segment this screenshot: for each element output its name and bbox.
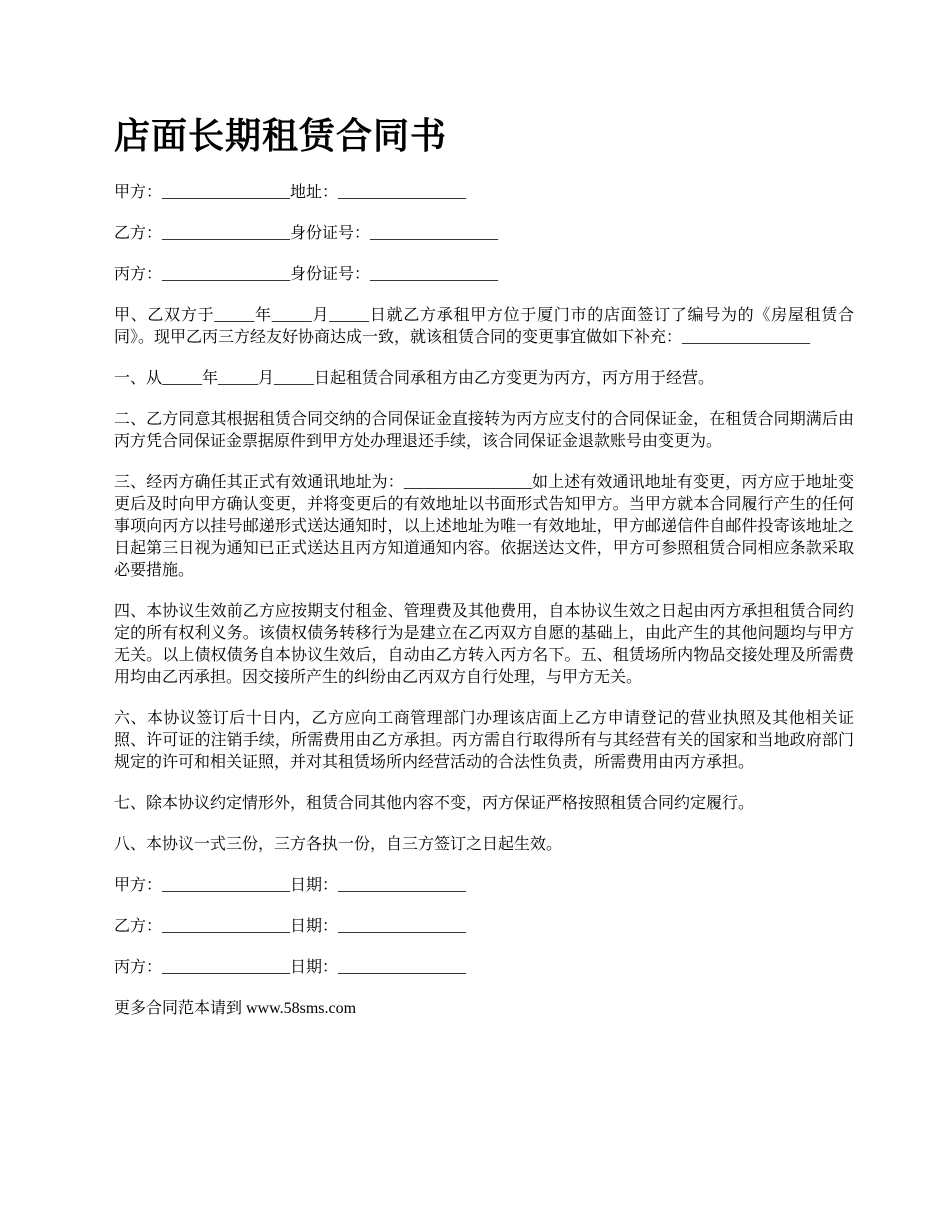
clause-8: 八、本协议一式三份，三方各执一份，自三方签订之日起生效。: [114, 836, 563, 853]
document-title: 店面长期租赁合同书: [114, 115, 448, 157]
signature-jia: 甲方：________________日期：________________: [114, 877, 467, 894]
party-yi-line: 乙方：________________身份证号：________________: [114, 225, 499, 242]
party-bing-line: 丙方：________________身份证号：________________: [114, 266, 499, 283]
party-jia-line: 甲方：________________地址：________________: [114, 184, 467, 201]
footer-link-text: 更多合同范本请到 www.58sms.com: [114, 1000, 357, 1017]
clause-6: 六、本协议签订后十日内，乙方应向工商管理部门办理该店面上乙方申请登记的营业执照及其他相关证照、许可证的注销手续，所需费用由乙方承担。丙方需自行取得所有与其经营有关的国家和当地政府部门规定的许可和相关证照，并对其租赁场所内经营活动的合法性负责，所需费用由丙方承担。: [114, 710, 854, 771]
clause-7: 七、除本协议约定情形外，租赁合同其他内容不变，丙方保证严格按照租赁合同约定履行。: [114, 795, 755, 812]
contract-page: [114, 112, 854, 1039]
signature-bing: 丙方：________________日期：________________: [114, 959, 467, 976]
clause-4-5: 四、本协议生效前乙方应按期支付租金、管理费及其他费用，自本协议生效之日起由丙方承担租赁合同约定的所有权利义务。该债权债务转移行为是建立在乙丙双方自愿的基础上，由此产生的其他问题均与甲方无关。以上债权债务自本协议生效后，自动由乙方转入丙方名下。五、租赁场所内物品交接处理及所需费用均由乙丙承担。因交接所产生的纠纷由乙丙双方自行处理，与甲方无关。: [114, 603, 854, 686]
clause-1: 一、从_____年_____月_____日起租赁合同承租方由乙方变更为丙方，丙方用于经营。: [114, 370, 715, 387]
signature-yi: 乙方：________________日期：________________: [114, 918, 467, 935]
clause-2: 二、乙方同意其根据租赁合同交纳的合同保证金直接转为丙方应支付的合同保证金，在租赁合同期满后由丙方凭合同保证金票据原件到甲方处办理退还手续，该合同保证金退款账号由变更为。: [114, 411, 854, 450]
clause-3: 三、经丙方确任其正式有效通讯地址为：________________如上述有效通讯地址有变更，丙方应于地址变更后及时向甲方确认变更，并将变更后的有效地址以书面形式告知甲方。当甲方就本合同履行产生的任何事项向丙方以挂号邮递形式送达通知时，以上述地址为唯一有效地址，甲方邮递信件自邮件投寄该地址之日起第三日视为通知已正式送达且丙方知道通知内容。依据送达文件，甲方可参照租赁合同相应条款采取必要措施。: [114, 474, 854, 579]
intro-paragraph: 甲、乙双方于_____年_____月_____日就乙方承租甲方位于厦门市的店面签订了编号为的《房屋租赁合同》。现甲乙丙三方经友好协商达成一致，就该租赁合同的变更事宜做如下补充：________________: [114, 307, 854, 346]
